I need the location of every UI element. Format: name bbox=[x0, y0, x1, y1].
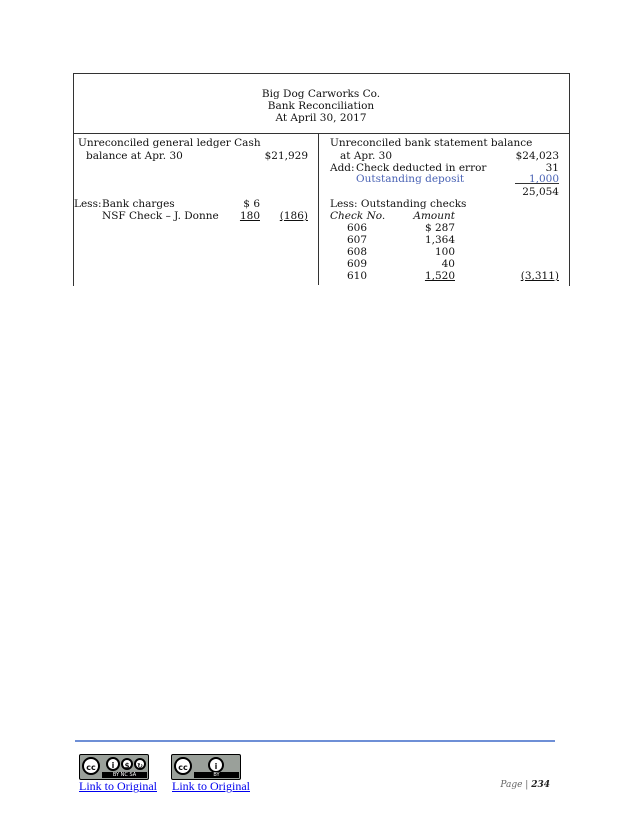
person-icon: i bbox=[208, 757, 224, 773]
footer-rule bbox=[75, 740, 555, 742]
check-no-header: Check No. bbox=[330, 210, 386, 222]
bank-add-label: Add: bbox=[330, 162, 355, 174]
bank-label-line1: Unreconciled bank statement balance bbox=[330, 137, 533, 149]
nsf-check-label: NSF Check – J. Donne bbox=[102, 210, 219, 222]
outstanding-deposit-label: Outstanding deposit bbox=[356, 173, 465, 185]
check-amount-header: Amount bbox=[413, 210, 455, 222]
cc-by-nc-sa-badge[interactable] bbox=[79, 754, 149, 780]
company-name: Big Dog Carworks Co. bbox=[261, 88, 381, 100]
ledger-label-line1: Unreconciled general ledger Cash bbox=[78, 137, 261, 149]
check-no: 606 bbox=[347, 222, 368, 234]
page-prefix: Page | bbox=[500, 780, 529, 790]
check-no: 610 bbox=[347, 270, 368, 282]
badge-strip: BY bbox=[194, 772, 239, 778]
ledger-less-label: Less: bbox=[74, 198, 102, 210]
total-outstanding-checks: (3,311) bbox=[520, 270, 559, 282]
check-amount: 1,520 bbox=[424, 270, 455, 282]
ledger-balance: $21,929 bbox=[264, 150, 308, 162]
bank-balance: $24,023 bbox=[515, 150, 559, 162]
sa-icon: ↻ bbox=[134, 758, 146, 770]
check-amount: 100 bbox=[434, 246, 455, 258]
check-amount: 40 bbox=[441, 258, 455, 270]
bank-charges-label: Bank charges bbox=[102, 198, 175, 210]
subtotal-rule bbox=[515, 183, 559, 184]
page-number-value: 234 bbox=[531, 780, 550, 790]
statement-date: At April 30, 2017 bbox=[275, 112, 367, 124]
link-to-original-1[interactable]: Link to Original bbox=[79, 779, 157, 793]
bank-subtotal: 25,054 bbox=[522, 186, 559, 198]
header-separator bbox=[73, 133, 569, 134]
ledger-total-deduction: (186) bbox=[279, 210, 308, 222]
bank-charges-amount: $ 6 bbox=[243, 198, 260, 210]
outstanding-deposit-amount: 1,000 bbox=[528, 173, 559, 185]
cc-icon: cc bbox=[82, 757, 100, 775]
nsf-check-amount: 180 bbox=[239, 210, 260, 222]
bank-label-line2: at Apr. 30 bbox=[340, 150, 393, 162]
cc-icon: cc bbox=[174, 757, 192, 775]
check-error-label: Check deducted in error bbox=[356, 162, 487, 174]
link-to-original-2[interactable]: Link to Original bbox=[172, 779, 250, 793]
check-amount: $ 287 bbox=[424, 222, 455, 234]
badge-strip: BY NC SA bbox=[102, 772, 147, 778]
ledger-label-line2: balance at Apr. 30 bbox=[86, 150, 183, 162]
check-error-amount: 31 bbox=[545, 162, 559, 174]
column-separator bbox=[318, 133, 319, 285]
check-amount: 1,364 bbox=[424, 234, 455, 246]
nc-icon: $ bbox=[121, 758, 133, 770]
statement-title: Bank Reconciliation bbox=[267, 100, 375, 112]
page-number bbox=[500, 780, 550, 790]
check-no: 608 bbox=[347, 246, 368, 258]
check-no: 609 bbox=[347, 258, 368, 270]
cc-by-badge[interactable] bbox=[171, 754, 241, 780]
outstanding-checks-label: Less: Outstanding checks bbox=[330, 198, 467, 210]
check-no: 607 bbox=[347, 234, 368, 246]
person-icon: i bbox=[106, 757, 120, 771]
